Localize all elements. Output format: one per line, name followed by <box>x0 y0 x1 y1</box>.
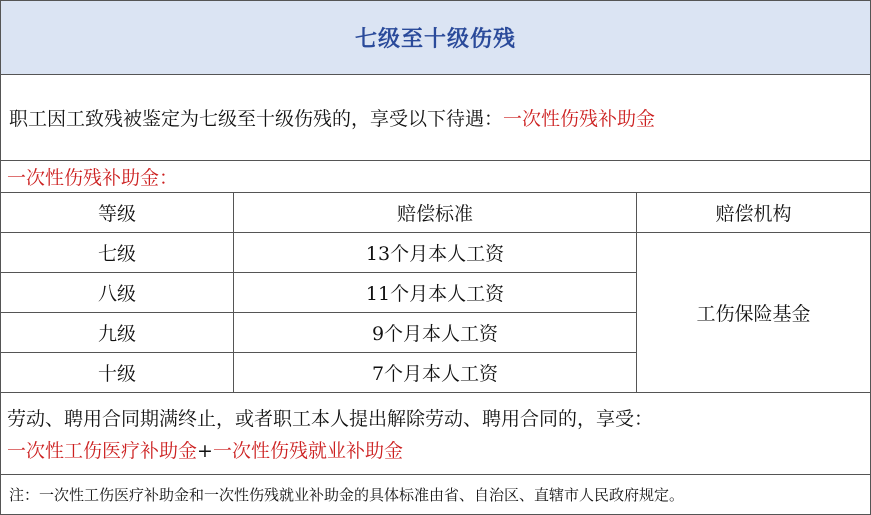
intro-highlight: 一次性伤残补助金 <box>503 108 656 130</box>
header-grade: 等级 <box>1 193 234 233</box>
compensation-table <box>1 193 870 393</box>
subheading: 一次性伤残补助金： <box>1 161 870 193</box>
grade-cell: 七级 <box>1 233 234 273</box>
table-header-row <box>1 193 870 233</box>
standard-cell: 9个月本人工资 <box>234 313 637 353</box>
employment-benefit: 一次性伤残就业补助金 <box>212 440 403 462</box>
standard-cell: 7个月本人工资 <box>234 353 637 393</box>
header-standard: 赔偿标准 <box>234 193 637 233</box>
standard-cell: 13个月本人工资 <box>234 233 637 273</box>
labor-text: 劳动、聘用合同期满终止，或者职工本人提出解除劳动、聘用合同的，享受： <box>7 408 654 430</box>
medical-benefit: 一次性工伤医疗补助金 <box>7 440 198 462</box>
institution-cell: 工伤保险基金 <box>637 233 871 393</box>
standard-cell: 11个月本人工资 <box>234 273 637 313</box>
footnote: 注：一次性工伤医疗补助金和一次性伤残就业补助金的具体标准由省、自治区、直辖市人民政府规定。 <box>9 486 685 504</box>
labor-contract-row <box>1 393 870 475</box>
labor-benefits <box>7 435 870 467</box>
title-bar <box>1 1 870 75</box>
grade-cell: 十级 <box>1 353 234 393</box>
grade-cell: 九级 <box>1 313 234 353</box>
intro-row <box>1 75 870 161</box>
plus-sign: + <box>197 440 213 462</box>
page-title: 七级至十级伤残 <box>354 27 516 52</box>
grade-cell: 八级 <box>1 273 234 313</box>
header-institution: 赔偿机构 <box>637 193 871 233</box>
intro-text: 职工因工致残被鉴定为七级至十级伤残的，享受以下待遇： <box>9 108 504 130</box>
table-row <box>1 233 870 273</box>
